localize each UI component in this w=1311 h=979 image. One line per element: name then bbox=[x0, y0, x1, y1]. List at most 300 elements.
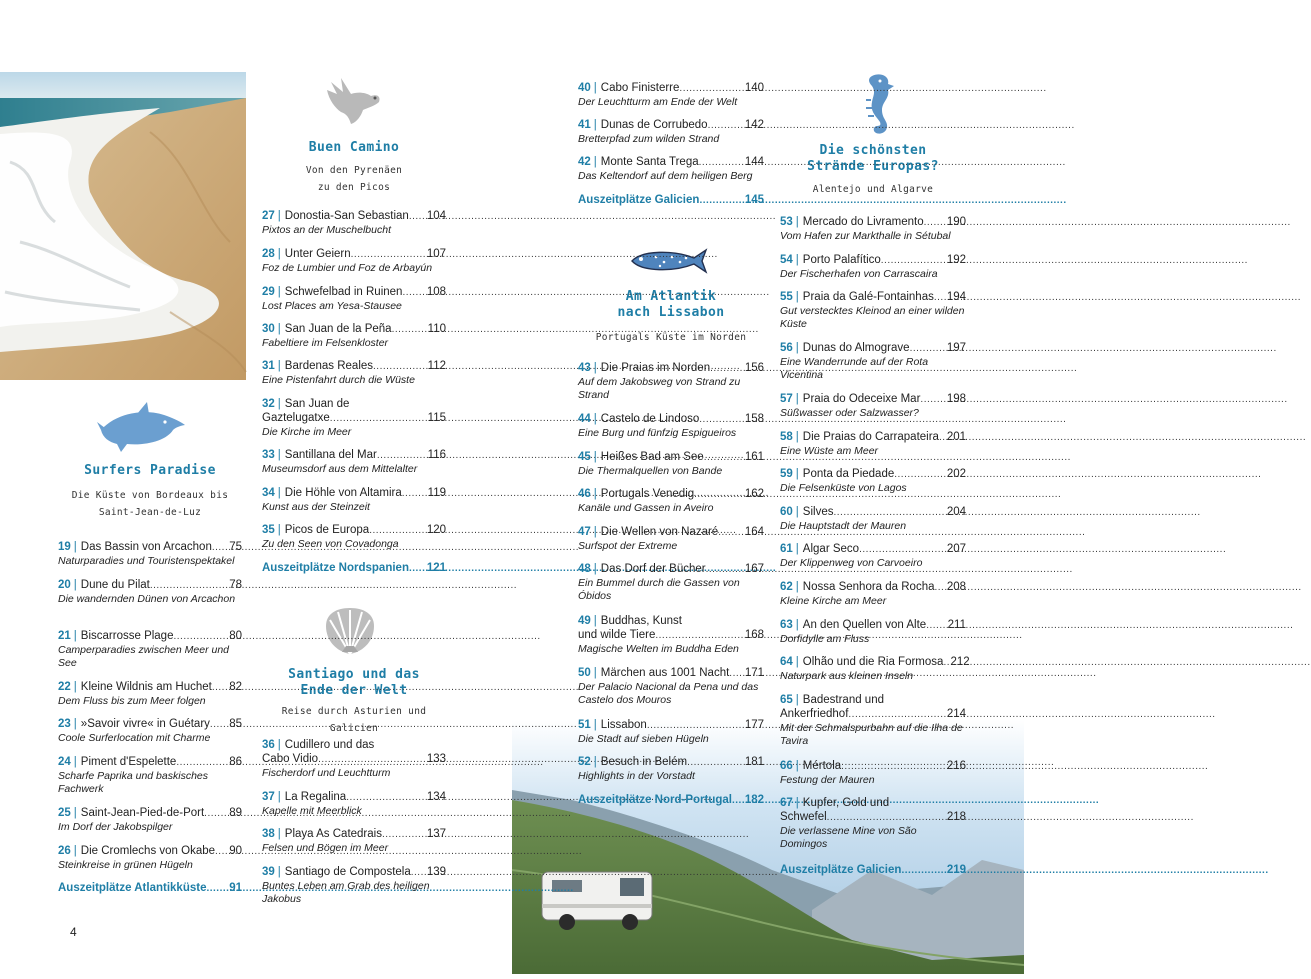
entry-number: 24 bbox=[58, 756, 71, 768]
leader-dots bbox=[351, 248, 426, 262]
leader-dots bbox=[841, 760, 946, 774]
entry-subtitle: Foz de Lumbier und Foz de Arbayún bbox=[262, 262, 433, 274]
section-subtitle-line: Alentejo und Algarve bbox=[812, 184, 934, 195]
entry-number: 34 bbox=[262, 487, 275, 499]
toc-entry bbox=[262, 397, 446, 439]
entry-title-continued: und wilde Tiere bbox=[578, 629, 656, 641]
entry-separator: | bbox=[795, 619, 799, 631]
entry-number: 61 bbox=[780, 543, 793, 555]
entry-number: 58 bbox=[780, 431, 793, 443]
entry-page: 120 bbox=[426, 524, 446, 536]
entry-title: Mercado do Livramento bbox=[802, 216, 924, 228]
toc-entry bbox=[578, 361, 764, 402]
entry-number: 33 bbox=[262, 449, 275, 461]
entry-number: 20 bbox=[58, 579, 71, 591]
entry-separator: | bbox=[795, 694, 799, 706]
entry-number: 59 bbox=[780, 468, 793, 480]
leader-dots bbox=[409, 210, 426, 224]
entry-number: 46 bbox=[578, 488, 591, 500]
entry-page: 167 bbox=[744, 563, 764, 575]
entry-page: 161 bbox=[744, 451, 764, 463]
toc-summary-entry bbox=[780, 863, 966, 878]
entry-subtitle: Naturpark aus kleinen Inseln bbox=[780, 670, 914, 682]
toc-entry bbox=[578, 81, 764, 109]
toc-entry bbox=[780, 215, 966, 243]
section-title: Am Atlantik bbox=[625, 289, 717, 304]
entry-separator: | bbox=[795, 797, 799, 809]
entry-subtitle: Der Klippenweg von Carvoeiro bbox=[780, 557, 923, 569]
entry-separator: | bbox=[73, 579, 77, 591]
entry-separator: | bbox=[593, 719, 597, 731]
entry-number: 53 bbox=[780, 216, 793, 228]
entry-title: Dunas do Almograve bbox=[802, 342, 910, 354]
leader-dots bbox=[910, 342, 946, 356]
entry-page: 85 bbox=[229, 718, 242, 730]
leader-dots bbox=[411, 866, 426, 880]
section-head-straende bbox=[780, 143, 966, 198]
entry-separator: | bbox=[593, 488, 597, 500]
entry-page: 194 bbox=[946, 291, 966, 303]
entry-separator: | bbox=[73, 756, 77, 768]
entry-subtitle: Bretterpfad zum wilden Strand bbox=[578, 133, 720, 145]
leader-dots bbox=[377, 449, 427, 463]
entry-title: Die Cromlechs von Okabe bbox=[80, 845, 216, 857]
entry-separator: | bbox=[795, 468, 799, 480]
entry-page: 211 bbox=[947, 619, 966, 631]
leader-dots bbox=[926, 619, 946, 633]
toc-summary-entry bbox=[578, 793, 764, 808]
entry-page: 156 bbox=[744, 362, 764, 374]
entry-page: 208 bbox=[946, 581, 966, 593]
entry-page: 90 bbox=[229, 845, 242, 857]
leader-dots bbox=[212, 541, 228, 555]
entry-separator: | bbox=[795, 506, 799, 518]
entry-title-continued: Cabo Vidio bbox=[262, 753, 319, 765]
entry-title: Die Wellen von Nazaré bbox=[600, 526, 719, 538]
entry-separator: | bbox=[593, 526, 597, 538]
entry-page: 145 bbox=[744, 194, 764, 206]
entry-number: 50 bbox=[578, 667, 591, 679]
entry-title: Heißes Bad am See bbox=[600, 451, 704, 463]
entry-subtitle: Eine Pistenfahrt durch die Wüste bbox=[262, 374, 415, 386]
toc-entry bbox=[58, 806, 242, 834]
toc-entry bbox=[780, 392, 966, 420]
entry-title: Dune du Pilat bbox=[80, 579, 150, 591]
entry-subtitle: Die Kirche im Meer bbox=[262, 426, 352, 438]
leader-dots bbox=[212, 681, 228, 695]
entry-title: Auszeitplätze Galicien bbox=[780, 864, 902, 876]
entry-number: 47 bbox=[578, 526, 591, 538]
entry-separator: | bbox=[73, 807, 77, 819]
entry-page: 219 bbox=[946, 864, 966, 876]
entry-number: 39 bbox=[262, 866, 275, 878]
entry-number: 60 bbox=[780, 506, 793, 518]
entry-page: 198 bbox=[946, 393, 966, 405]
leader-dots bbox=[848, 708, 945, 722]
toc-entry bbox=[578, 487, 764, 515]
entry-subtitle: Mit der Schmalspurbahn auf die Ilha de Tavira bbox=[780, 722, 963, 747]
entry-separator: | bbox=[593, 563, 597, 575]
entry-separator: | bbox=[277, 286, 281, 298]
entry-separator: | bbox=[277, 398, 281, 410]
entry-page: 162 bbox=[744, 488, 764, 500]
entry-title: Auszeitplätze Galicien bbox=[578, 194, 700, 206]
entry-number: 31 bbox=[262, 360, 275, 372]
entry-page: 192 bbox=[946, 254, 966, 266]
entry-page: 177 bbox=[744, 719, 764, 731]
entry-title: Monte Santa Trega bbox=[600, 156, 699, 168]
entry-page: 116 bbox=[427, 449, 446, 461]
leader-dots bbox=[318, 753, 426, 767]
entry-number: 54 bbox=[780, 254, 793, 266]
toc-entry bbox=[578, 666, 764, 707]
entry-subtitle: Pixtos an der Muschelbucht bbox=[262, 224, 391, 236]
entry-title: Besuch in Belém bbox=[600, 756, 688, 768]
toc-entry bbox=[58, 629, 242, 670]
entry-title: Buddhas, Kunst bbox=[600, 615, 682, 627]
toc-entry bbox=[262, 523, 446, 551]
section-subtitle-line: Portugals Küste im Norden bbox=[595, 332, 747, 343]
entry-title: An den Quellen von Alte bbox=[802, 619, 927, 631]
entry-separator: | bbox=[593, 615, 597, 627]
section-subtitle-line: Von den Pyrenäen bbox=[305, 165, 403, 176]
section-title: nach Lissabon bbox=[617, 305, 725, 320]
entry-separator: | bbox=[593, 119, 597, 131]
entry-title: Die Praias im Norden bbox=[600, 362, 711, 374]
entry-page: 201 bbox=[946, 431, 966, 443]
toc-summary-entry bbox=[262, 561, 446, 576]
entry-title: Die Höhle von Altamira bbox=[284, 487, 402, 499]
entry-separator: | bbox=[277, 449, 281, 461]
leader-dots bbox=[934, 291, 946, 305]
toc-entry bbox=[780, 542, 966, 570]
entry-title: »Savoir vivre« in Guétary bbox=[80, 718, 210, 730]
entry-title: Silves bbox=[802, 506, 834, 518]
toc-entry bbox=[780, 467, 966, 495]
entry-number: 49 bbox=[578, 615, 591, 627]
entry-separator: | bbox=[795, 291, 799, 303]
toc-entry bbox=[58, 578, 242, 606]
section-subtitle bbox=[262, 162, 446, 196]
entry-subtitle: Zu den Seen von Covadonga bbox=[262, 538, 399, 550]
page-number: 4 bbox=[70, 925, 77, 939]
toc-entry bbox=[780, 655, 970, 683]
toc-entry bbox=[780, 430, 966, 458]
entry-separator: | bbox=[277, 828, 281, 840]
entry-page: 204 bbox=[946, 506, 966, 518]
entry-title: Santiago de Compostela bbox=[284, 866, 411, 878]
entry-title: Badestrand und bbox=[802, 694, 884, 706]
section-title: Santiago und das bbox=[288, 667, 420, 682]
section-subtitle-line: Reise durch Asturien und Galicien bbox=[281, 706, 427, 734]
toc-entry bbox=[578, 412, 764, 440]
entry-number: 36 bbox=[262, 739, 275, 751]
entry-subtitle: Magische Welten im Buddha Eden bbox=[578, 643, 739, 655]
entry-subtitle: Die Felsenküste von Lagos bbox=[780, 482, 907, 494]
entry-separator: | bbox=[277, 248, 281, 260]
leader-dots bbox=[176, 756, 228, 770]
leader-dots bbox=[901, 864, 945, 878]
entry-subtitle: Camperparadies zwischen Meer und See bbox=[58, 644, 229, 669]
entry-subtitle: Felsen und Bögen im Meer bbox=[262, 842, 389, 854]
leader-dots bbox=[150, 579, 228, 593]
toc-entry bbox=[578, 562, 764, 603]
leader-dots bbox=[699, 194, 743, 208]
leader-dots bbox=[382, 828, 426, 842]
leader-dots bbox=[647, 719, 744, 733]
entry-separator: | bbox=[277, 210, 281, 222]
entry-page: 137 bbox=[426, 828, 446, 840]
entry-separator: | bbox=[795, 581, 799, 593]
entry-number: 43 bbox=[578, 362, 591, 374]
entry-title: Porto Palafítico bbox=[802, 254, 881, 266]
leader-dots bbox=[204, 807, 228, 821]
entry-page: 115 bbox=[427, 412, 446, 424]
section-title: Die schönsten bbox=[819, 143, 927, 158]
leader-dots bbox=[409, 562, 426, 576]
entry-page: 212 bbox=[950, 656, 970, 668]
entry-title: Biscarrosse Plage bbox=[80, 630, 174, 642]
entry-page: 216 bbox=[946, 760, 966, 772]
entry-number: 35 bbox=[262, 524, 275, 536]
entry-subtitle: Festung der Mauren bbox=[780, 774, 875, 786]
entry-subtitle: Im Dorf der Jakobspilger bbox=[58, 821, 173, 833]
entry-title: Unter Geiern bbox=[284, 248, 351, 260]
toc-entry bbox=[780, 253, 966, 281]
entry-number: 52 bbox=[578, 756, 591, 768]
entry-number: 45 bbox=[578, 451, 591, 463]
leader-dots bbox=[694, 488, 744, 502]
entry-number: 25 bbox=[58, 807, 71, 819]
entry-separator: | bbox=[795, 254, 799, 266]
leader-dots bbox=[346, 791, 426, 805]
entry-page: 171 bbox=[744, 667, 764, 679]
leader-dots bbox=[939, 431, 946, 445]
entry-number: 37 bbox=[262, 791, 275, 803]
entry-title: Castelo de Lindoso bbox=[600, 413, 700, 425]
leader-dots bbox=[920, 393, 945, 407]
entry-number: 23 bbox=[58, 718, 71, 730]
entry-separator: | bbox=[795, 342, 799, 354]
entry-separator: | bbox=[795, 543, 799, 555]
leader-dots bbox=[173, 630, 228, 644]
toc-entry bbox=[578, 755, 764, 783]
entry-separator: | bbox=[795, 216, 799, 228]
toc-summary-entry bbox=[578, 193, 764, 208]
leader-dots bbox=[679, 82, 743, 96]
toc-entry bbox=[578, 118, 764, 146]
entry-separator: | bbox=[593, 667, 597, 679]
toc-entry bbox=[58, 540, 242, 568]
entry-page: 80 bbox=[229, 630, 242, 642]
leader-dots bbox=[718, 526, 744, 540]
entry-subtitle: Süßwasser oder Salzwasser? bbox=[780, 407, 919, 419]
entry-page: 119 bbox=[427, 487, 446, 499]
leader-dots bbox=[729, 667, 744, 681]
leader-dots bbox=[369, 524, 426, 538]
entry-title: San Juan de bbox=[284, 398, 350, 410]
toc-entry bbox=[780, 693, 966, 748]
leader-dots bbox=[392, 323, 427, 337]
toc-entry bbox=[262, 486, 446, 514]
entry-page: 142 bbox=[744, 119, 764, 131]
entry-subtitle: Museumsdorf aus dem Mittelalter bbox=[262, 463, 418, 475]
section-title: Strände Europas? bbox=[807, 159, 939, 174]
entry-subtitle: Die Stadt auf sieben Hügeln bbox=[578, 733, 709, 745]
toc-entry bbox=[262, 322, 446, 350]
leader-dots bbox=[655, 629, 743, 643]
entry-number: 28 bbox=[262, 248, 275, 260]
leader-dots bbox=[827, 811, 946, 825]
leader-dots bbox=[710, 362, 744, 376]
entry-page: 164 bbox=[744, 526, 764, 538]
entry-number: 62 bbox=[780, 581, 793, 593]
leader-dots bbox=[894, 468, 946, 482]
entry-title: Algar Seco bbox=[802, 543, 860, 555]
entry-title: Portugals Venedig bbox=[600, 488, 695, 500]
entry-page: 168 bbox=[744, 629, 764, 641]
toc-entry bbox=[578, 155, 764, 183]
entry-title: Bardenas Reales bbox=[284, 360, 374, 372]
entry-page: 190 bbox=[946, 216, 966, 228]
entry-subtitle: Naturparadies und Touristenspektakel bbox=[58, 555, 235, 567]
entry-separator: | bbox=[795, 656, 799, 668]
entry-page: 107 bbox=[426, 248, 446, 260]
leader-dots bbox=[330, 412, 427, 426]
entry-page: 140 bbox=[744, 82, 764, 94]
section-head-camino bbox=[262, 140, 446, 196]
entry-title: Praia do Odeceixe Mar bbox=[802, 393, 921, 405]
vulture-icon bbox=[323, 76, 383, 131]
entry-page: 214 bbox=[946, 708, 966, 720]
entry-title: Auszeitplätze Atlantikküste bbox=[58, 882, 207, 894]
toc-entry bbox=[262, 247, 446, 275]
entry-title: Olhão und die Ria Formosa bbox=[802, 656, 944, 668]
entry-number: 40 bbox=[578, 82, 591, 94]
toc-entry bbox=[780, 341, 966, 382]
entry-separator: | bbox=[593, 413, 597, 425]
toc-entry bbox=[578, 450, 764, 478]
entry-title: Märchen aus 1001 Nacht bbox=[600, 667, 730, 679]
entry-subtitle: Auf dem Jakobsweg von Strand zu Strand bbox=[578, 376, 741, 401]
entry-separator: | bbox=[277, 360, 281, 372]
entry-separator: | bbox=[593, 756, 597, 768]
entry-title: Dunas de Corrubedo bbox=[600, 119, 708, 131]
entry-subtitle: Vom Hafen zur Markthalle in Sétubal bbox=[780, 230, 951, 242]
entry-subtitle: Kleine Kirche am Meer bbox=[780, 595, 887, 607]
entry-page: 133 bbox=[426, 753, 446, 765]
entry-subtitle: Die wandernden Dünen von Arcachon bbox=[58, 593, 236, 605]
entry-title: Cabo Finisterre bbox=[600, 82, 680, 94]
entry-title: Saint-Jean-Pied-de-Port bbox=[80, 807, 205, 819]
entry-subtitle: Die Hauptstadt der Mauren bbox=[780, 520, 907, 532]
leader-dots bbox=[402, 286, 425, 300]
section-title: Ende der Welt bbox=[300, 683, 408, 698]
entry-subtitle: Der Leuchtturm am Ende der Welt bbox=[578, 96, 738, 108]
entry-title: Praia da Galé-Fontainhas bbox=[802, 291, 934, 303]
entry-subtitle: Surfspot der Extreme bbox=[578, 540, 678, 552]
leader-dots bbox=[706, 563, 744, 577]
entry-number: 21 bbox=[58, 630, 71, 642]
leader-dots bbox=[699, 156, 744, 170]
entry-number: 32 bbox=[262, 398, 275, 410]
toc-entry bbox=[262, 865, 446, 906]
entry-page: 202 bbox=[946, 468, 966, 480]
entry-page: 197 bbox=[946, 342, 966, 354]
entry-page: 139 bbox=[426, 866, 446, 878]
toc-entry bbox=[780, 618, 966, 646]
section-subtitle-line: Saint-Jean-de-Luz bbox=[98, 507, 202, 518]
entry-subtitle: Steinkreise in grünen Hügeln bbox=[58, 859, 193, 871]
entry-number: 22 bbox=[58, 681, 71, 693]
toc-entry bbox=[578, 718, 764, 746]
entry-number: 56 bbox=[780, 342, 793, 354]
entry-page: 182 bbox=[744, 794, 764, 806]
entry-number: 57 bbox=[780, 393, 793, 405]
entry-page: 108 bbox=[426, 286, 446, 298]
entry-separator: | bbox=[73, 630, 77, 642]
entry-separator: | bbox=[277, 487, 281, 499]
entry-title: Die Praias do Carrapateira bbox=[802, 431, 939, 443]
entry-number: 44 bbox=[578, 413, 591, 425]
entry-number: 19 bbox=[58, 541, 71, 553]
toc-entry bbox=[58, 680, 242, 708]
entry-page: 112 bbox=[427, 360, 446, 372]
entry-subtitle: Ein Bummel durch die Gassen von Óbidos bbox=[578, 577, 740, 602]
leader-dots bbox=[881, 254, 946, 268]
entry-subtitle: Kanäle und Gassen in Aveiro bbox=[578, 502, 714, 514]
leader-dots bbox=[215, 845, 228, 859]
entry-page: 78 bbox=[229, 579, 242, 591]
entry-page: 91 bbox=[229, 882, 242, 894]
entry-page: 144 bbox=[744, 156, 764, 168]
entry-number: 55 bbox=[780, 291, 793, 303]
entry-subtitle: Fischerdorf und Leuchtturm bbox=[262, 767, 391, 779]
toc-entry bbox=[262, 448, 446, 476]
entry-page: 75 bbox=[229, 541, 242, 553]
entry-number: 38 bbox=[262, 828, 275, 840]
entry-title: Ponta da Piedade bbox=[802, 468, 895, 480]
beach-photo bbox=[0, 72, 246, 380]
section-title: Buen Camino bbox=[308, 140, 400, 155]
toc-summary-entry bbox=[58, 881, 242, 896]
entry-page: 104 bbox=[426, 210, 446, 222]
entry-title: Kleine Wildnis am Huchet bbox=[80, 681, 212, 693]
toc-entry bbox=[780, 580, 966, 608]
entry-title: Auszeitplätze Nord-Portugal bbox=[578, 794, 732, 806]
entry-subtitle: Gut verstecktes Kleinod an einer wilden Küste bbox=[780, 305, 965, 330]
leader-dots bbox=[687, 756, 744, 770]
toc-entry bbox=[58, 755, 242, 796]
entry-number: 29 bbox=[262, 286, 275, 298]
toc-entry bbox=[780, 796, 966, 851]
entry-subtitle: Die verlassene Mine von São Domingos bbox=[780, 825, 917, 850]
section-head-surfers bbox=[58, 463, 242, 521]
entry-number: 26 bbox=[58, 845, 71, 857]
toc-entry bbox=[262, 285, 446, 313]
entry-number: 27 bbox=[262, 210, 275, 222]
entry-page: 218 bbox=[946, 811, 966, 823]
entry-title: Nossa Senhora da Rocha bbox=[802, 581, 935, 593]
entry-subtitle: Kunst aus der Steinzeit bbox=[262, 501, 370, 513]
entry-number: 64 bbox=[780, 656, 793, 668]
entry-subtitle: Der Palacio Nacional da Pena und das Castelo dos Mouros bbox=[578, 681, 759, 706]
entry-number: 65 bbox=[780, 694, 793, 706]
entry-separator: | bbox=[277, 739, 281, 751]
entry-title: Schwefelbad in Ruinen bbox=[284, 286, 403, 298]
section-subtitle-line: zu den Picos bbox=[317, 182, 391, 193]
toc-entry bbox=[58, 717, 242, 745]
